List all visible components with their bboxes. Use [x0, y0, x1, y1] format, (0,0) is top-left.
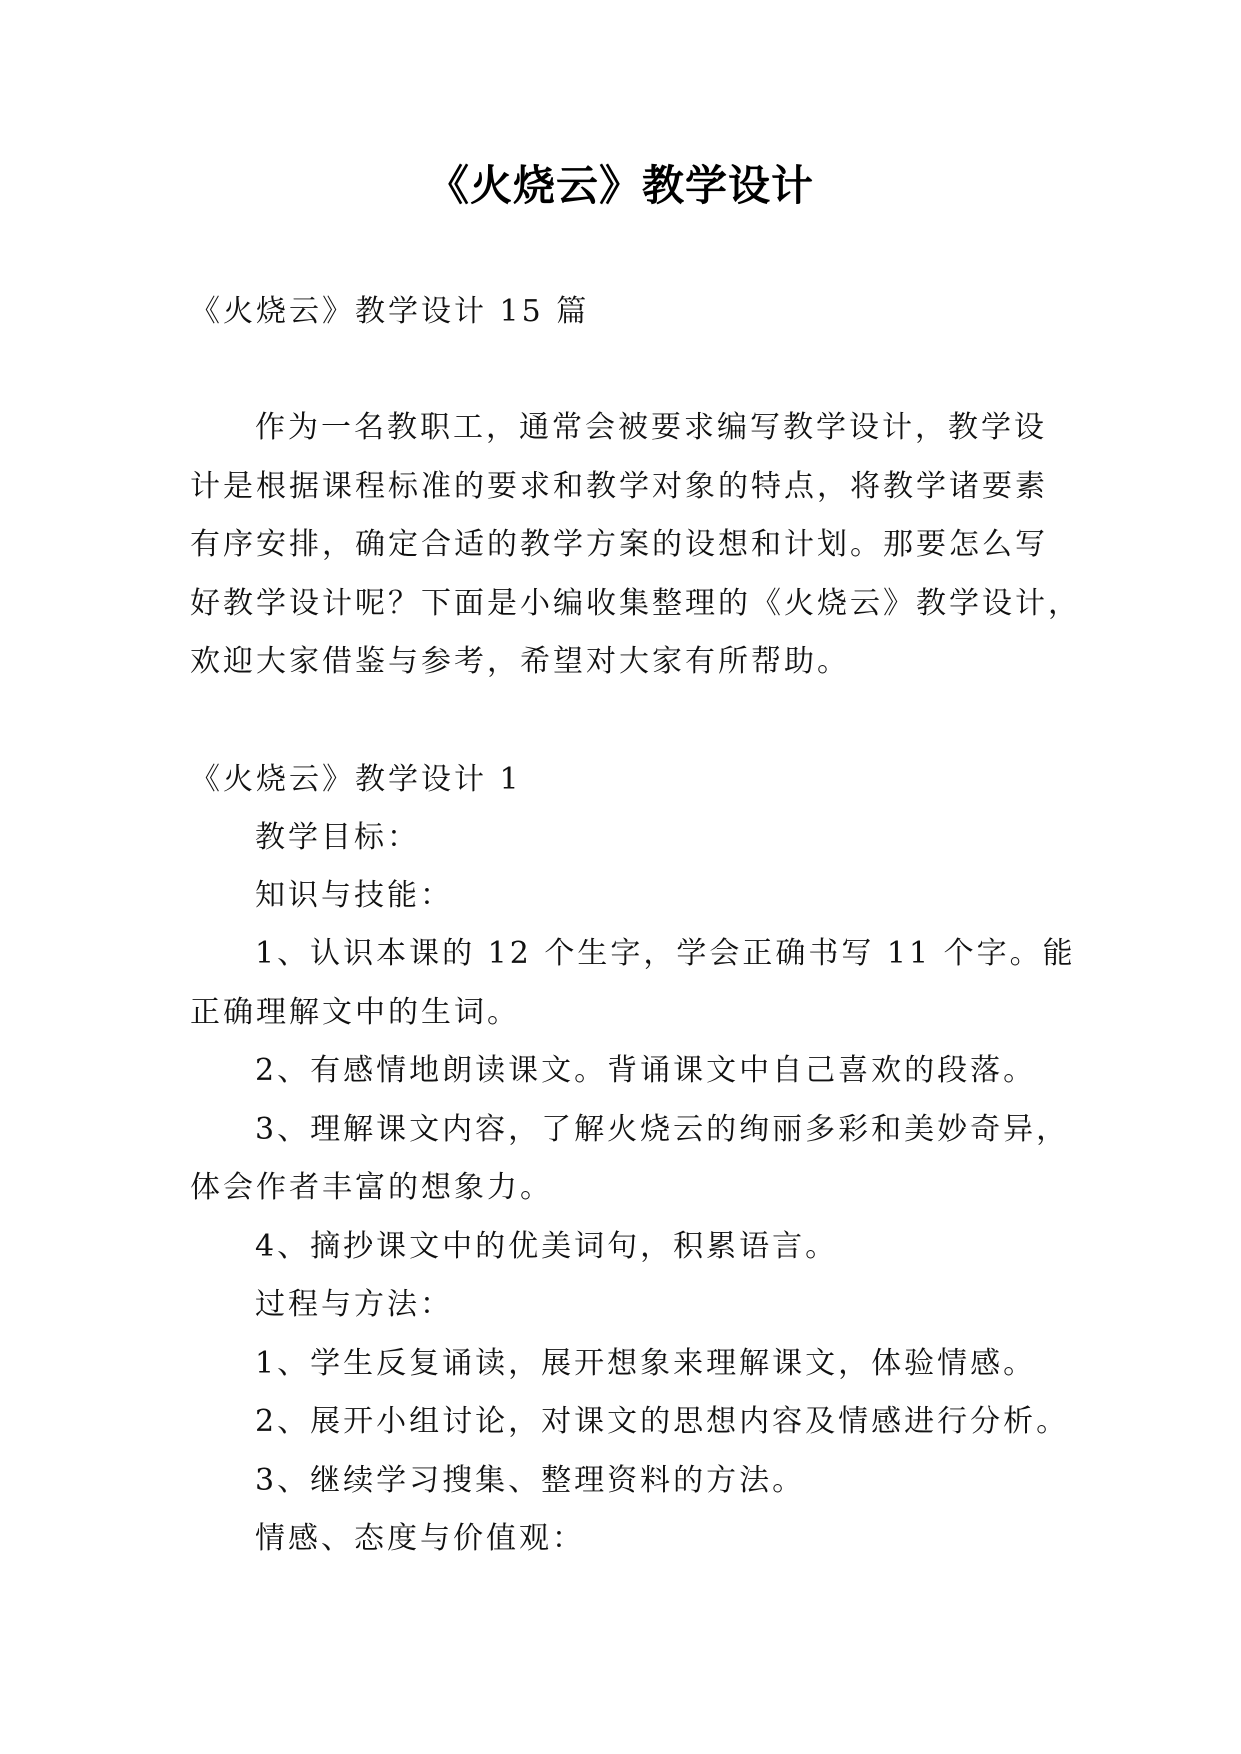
body-line: 知识与技能：	[255, 878, 453, 913]
intro-line: 计是根据课程标准的要求和教学对象的特点，将教学诸要素	[190, 469, 1048, 504]
body-line: 正确理解文中的生词。	[190, 995, 520, 1030]
body-line: 情感、态度与价值观：	[255, 1521, 585, 1556]
intro-line: 好教学设计呢？下面是小编收集整理的《火烧云》教学设计，	[190, 586, 1081, 621]
section-heading: 《火烧云》教学设计 1	[190, 762, 522, 797]
body-line: 2、展开小组讨论，对课文的思想内容及情感进行分析。	[255, 1404, 1070, 1439]
body-line: 1、学生反复诵读，展开想象来理解课文，体验情感。	[255, 1346, 1037, 1381]
body-line: 教学目标：	[255, 820, 420, 855]
body-line: 3、继续学习搜集、整理资料的方法。	[255, 1463, 806, 1498]
body-line: 过程与方法：	[255, 1287, 453, 1322]
body-line: 2、有感情地朗读课文。背诵课文中自己喜欢的段落。	[255, 1053, 1037, 1088]
body-line: 体会作者丰富的想象力。	[190, 1170, 553, 1205]
body-line: 4、摘抄课文中的优美词句，积累语言。	[255, 1229, 839, 1264]
document-subtitle: 《火烧云》教学设计 15 篇	[190, 294, 590, 329]
body-line: 1、认识本课的 12 个生字，学会正确书写 11 个字。能	[255, 936, 1076, 971]
intro-line: 有序安排，确定合适的教学方案的设想和计划。那要怎么写	[190, 527, 1048, 562]
document-title: 《火烧云》教学设计	[426, 161, 814, 210]
intro-line: 欢迎大家借鉴与参考，希望对大家有所帮助。	[190, 644, 850, 679]
intro-line: 作为一名教职工，通常会被要求编写教学设计，教学设	[255, 410, 1047, 445]
body-line: 3、理解课文内容，了解火烧云的绚丽多彩和美妙奇异，	[255, 1112, 1070, 1147]
